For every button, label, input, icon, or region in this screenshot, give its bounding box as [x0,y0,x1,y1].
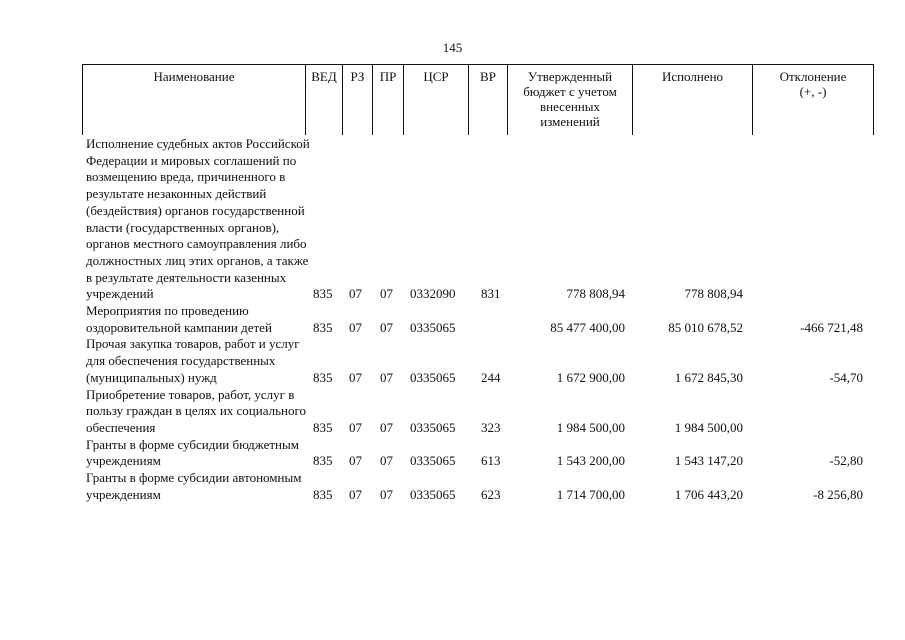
row-ved: 835 [313,286,333,302]
table-row [0,303,905,336]
header-executed: Исполнено [633,65,753,135]
page-number: 145 [442,40,463,55]
row-rz: 07 [349,486,362,502]
row-name: Прочая закупка товаров, работ и услуг для обеспечения государственных (муниципальных) нужд [86,336,300,385]
table-body [0,136,905,503]
row-approved: 85 477 400,00 [550,319,625,335]
row-approved: 778 808,94 [566,286,625,302]
row-rz: 07 [349,453,362,469]
row-executed: 1 543 147,20 [674,453,743,469]
header-deviation-line: (+, -) [799,84,827,99]
row-executed: 778 808,94 [684,286,743,302]
row-approved: 1 543 200,00 [556,453,625,469]
header-ved: ВЕД [306,65,343,135]
table-row [0,136,905,303]
row-name: Гранты в форме субсидии автономным учреждениям [86,470,302,502]
header-approved-line: бюджет с учетом [523,84,617,99]
row-executed: 1 672 845,30 [674,369,743,385]
table-row [0,470,905,503]
row-csr: 0335065 [410,453,456,469]
header-deviation-line: Отклонение [779,69,847,84]
row-rz: 07 [349,419,362,435]
row-name: Мероприятия по проведению оздоровительной кампании детей [86,303,272,335]
table-row [0,336,905,386]
row-deviation: -8 256,80 [813,486,863,502]
header-rz: РЗ [343,65,373,135]
row-approved: 1 672 900,00 [556,369,625,385]
header-approved-line: внесенных [539,99,601,114]
row-ved: 835 [313,486,333,502]
row-rz: 07 [349,286,362,302]
row-csr: 0335065 [410,319,456,335]
table-row [0,437,905,470]
row-vr: 623 [481,486,501,502]
row-rz: 07 [349,319,362,335]
row-deviation: -52,80 [829,453,863,469]
row-ved: 835 [313,419,333,435]
header-approved-line: Утвержденный [527,69,613,84]
row-deviation: -466 721,48 [800,319,863,335]
row-csr: 0335065 [410,486,456,502]
row-pr: 07 [380,419,393,435]
row-name: Приобретение товаров, работ, услуг в пользу граждан в целях их социального обеспечения [86,386,306,435]
row-csr: 0332090 [410,286,456,302]
row-deviation: -54,70 [829,369,863,385]
row-vr: 831 [481,286,501,302]
row-csr: 0335065 [410,419,456,435]
header-approved-line: изменений [540,114,600,129]
header-approved [508,65,633,135]
row-executed: 85 010 678,52 [668,319,743,335]
row-pr: 07 [380,369,393,385]
row-pr: 07 [380,319,393,335]
table-header [82,64,874,135]
row-name: Гранты в форме субсидии бюджетным учреждениям [86,436,299,469]
header-vr: ВР [469,65,508,135]
row-executed: 1 706 443,20 [674,486,743,502]
row-vr: 244 [481,369,501,385]
row-ved: 835 [313,319,333,335]
row-pr: 07 [380,453,393,469]
row-ved: 835 [313,453,333,469]
row-approved: 1 714 700,00 [556,486,625,502]
row-pr: 07 [380,286,393,302]
row-vr: 323 [481,419,501,435]
row-executed: 1 984 500,00 [674,419,743,435]
header-name: Наименование [83,65,306,135]
row-pr: 07 [380,486,393,502]
header-csr: ЦСР [404,65,469,135]
header-pr: ПР [373,65,404,135]
header-deviation [753,65,873,135]
row-rz: 07 [349,369,362,385]
row-csr: 0335065 [410,369,456,385]
row-approved: 1 984 500,00 [556,419,625,435]
row-ved: 835 [313,369,333,385]
row-name: Исполнение судебных актов Российской Федерации и мировых соглашений по возмещению вреда, причиненного в результате незаконных действий (бездействия) органов государственной власти (государственных органов), органов местного самоуправления либо должностных лиц этих органов, а также в результате деятельности казенных учреждений [86,136,310,302]
table-row [0,387,905,437]
row-vr: 613 [481,453,501,469]
